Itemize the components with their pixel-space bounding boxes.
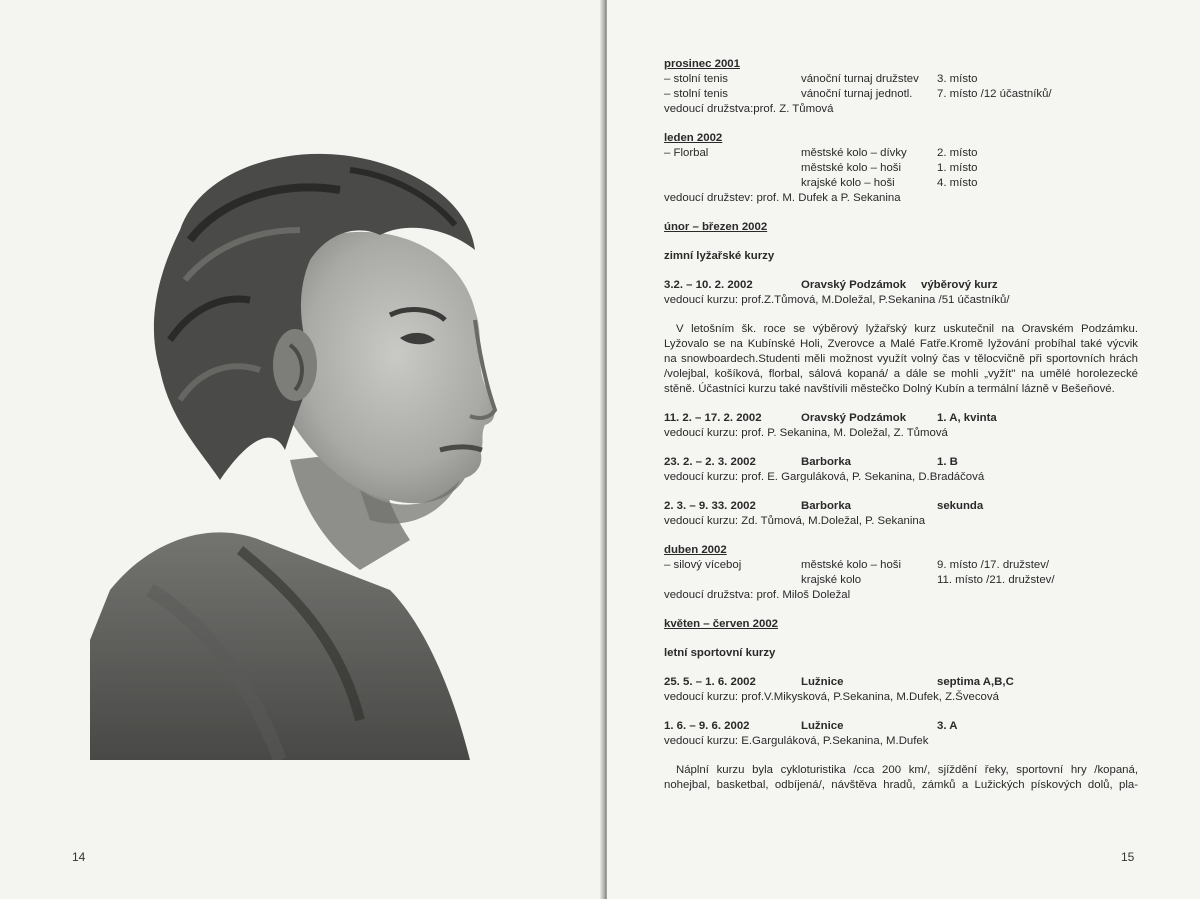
result-row: [664, 176, 1138, 191]
leader-line: vedoucí kurzu: prof.V.Mikysková, P.Sekanina, M.Dufek, Z.Švecová: [664, 691, 999, 703]
section-subtitle: zimní lyžařské kurzy: [664, 250, 775, 262]
leader-line: vedoucí kurzu: prof. E. Garguláková, P. Sekanina, D.Bradáčová: [664, 471, 985, 483]
course-date: 2. 3. – 9. 33. 2002: [664, 500, 756, 512]
course-date: 25. 5. – 1. 6. 2002: [664, 676, 756, 688]
leader-line: vedoucí kurzu: prof.Z.Tůmová, M.Doležal, P.Sekanina /51 účastníků/: [664, 294, 1010, 306]
course-date: 11. 2. – 17. 2. 2002: [664, 412, 762, 424]
course-group: septima A,B,C: [937, 676, 1014, 688]
course-group: 1. A, kvinta: [937, 412, 997, 424]
paragraph-line: /volejbal, košíková, florbal, sálová kopaná/ a dále se mohli „vyžít" na umělé horolezecké: [664, 368, 1138, 380]
place-cell: 7. místo /12 účastníků/: [937, 88, 1052, 100]
result-row: [664, 573, 1138, 588]
course-group: 3. A: [937, 720, 958, 732]
paragraph-line: V letošním šk. roce se výběrový lyžařský kurz uskutečnil na Oravském Podzámku.: [676, 323, 1138, 335]
course-group: 1. B: [937, 456, 958, 468]
place-cell: 1. místo: [937, 162, 978, 174]
place-cell: 2. místo: [937, 147, 978, 159]
leader-line: vedoucí družstva:prof. Z. Tůmová: [664, 103, 834, 115]
sport-cell: – Florbal: [664, 147, 709, 159]
course-place: Lužnice: [801, 676, 844, 688]
result-row: [664, 558, 1138, 573]
event-cell: vánoční turnaj družstev: [801, 73, 919, 85]
place-cell: 9. místo /17. družstev/: [937, 559, 1050, 571]
section-title: leden 2002: [664, 132, 723, 144]
place-cell: 11. místo /21. družstev/: [937, 574, 1055, 586]
course-row: [664, 455, 1138, 470]
result-row: [664, 146, 1138, 161]
course-place: Oravský Podzámok: [801, 279, 907, 291]
paragraph-line: na snowboardech.Studenti měli možnost využít volný čas v tělocvičně při sportovních hrách: [664, 353, 1138, 365]
event-cell: městské kolo – dívky: [801, 147, 907, 159]
paragraph: [664, 322, 1138, 397]
event-cell: krajské kolo – hoši: [801, 177, 895, 189]
course-date: 23. 2. – 2. 3. 2002: [664, 456, 756, 468]
paragraph: [664, 763, 1138, 793]
section-title: duben 2002: [664, 544, 727, 556]
event-cell: vánoční turnaj jednotl.: [801, 88, 913, 100]
place-cell: 3. místo: [937, 73, 978, 85]
result-row: [664, 72, 1138, 87]
course-row: [664, 499, 1138, 514]
paragraph-line: nohejbal, basketbal, odbíjená/, návštěva hradů, zámků a Lužických pískových dolů, pla-: [664, 779, 1138, 791]
leader-line: vedoucí kurzu: E.Garguláková, P.Sekanina, M.Dufek: [664, 735, 929, 747]
event-cell: městské kolo – hoši: [801, 162, 902, 174]
section-subtitle: letní sportovní kurzy: [664, 647, 776, 659]
course-group: výběrový kurz: [921, 279, 998, 291]
course-row: [664, 411, 1138, 426]
course-date: 1. 6. – 9. 6. 2002: [664, 720, 750, 732]
event-cell: městské kolo – hoši: [801, 559, 902, 571]
sport-cell: – stolní tenis: [664, 73, 728, 85]
page-text: [664, 57, 1138, 793]
leader-line: vedoucí družstva: prof. Miloš Doležal: [664, 589, 851, 601]
paragraph-line: Lyžovalo se na Kubínské Holi, Zverovce a Malé Fatře.Kromě lyžování probíhal také výcvik: [664, 338, 1138, 350]
section-title: únor – březen 2002: [664, 221, 768, 233]
leader-line: vedoucí kurzu: prof. P. Sekanina, M. Doležal, Z. Tůmová: [664, 427, 948, 439]
page-number-right: 15: [1121, 850, 1135, 864]
portrait-illustration: [90, 120, 560, 760]
result-row: [664, 161, 1138, 176]
course-place: Oravský Podzámok: [801, 412, 907, 424]
paragraph-line: stěně. Účastníci kurzu také navštívili městečko Dolný Kubín a termální lázně v Bešeňové.: [664, 383, 1115, 395]
paragraph-line: Náplní kurzu byla cykloturistika /cca 200 km/, sjíždění řeky, sportovní hry /kopaná,: [676, 764, 1138, 776]
course-row: [664, 675, 1138, 690]
course-place: Barborka: [801, 500, 852, 512]
section-title: prosinec 2001: [664, 58, 740, 70]
page-number-left: 14: [72, 850, 86, 864]
section-title: květen – červen 2002: [664, 618, 778, 630]
place-cell: 4. místo: [937, 177, 978, 189]
course-place: Barborka: [801, 456, 852, 468]
course-date: 3.2. – 10. 2. 2002: [664, 279, 753, 291]
result-row: [664, 87, 1138, 102]
leader-line: vedoucí družstev: prof. M. Dufek a P. Sekanina: [664, 192, 901, 204]
sport-cell: – stolní tenis: [664, 88, 728, 100]
course-row: [664, 278, 1138, 293]
leader-line: vedoucí kurzu: Zd. Tůmová, M.Doležal, P. Sekanina: [664, 515, 926, 527]
event-cell: krajské kolo: [801, 574, 862, 586]
course-row: [664, 719, 1138, 734]
sport-cell: – silový víceboj: [664, 559, 742, 571]
course-place: Lužnice: [801, 720, 844, 732]
course-group: sekunda: [937, 500, 984, 512]
